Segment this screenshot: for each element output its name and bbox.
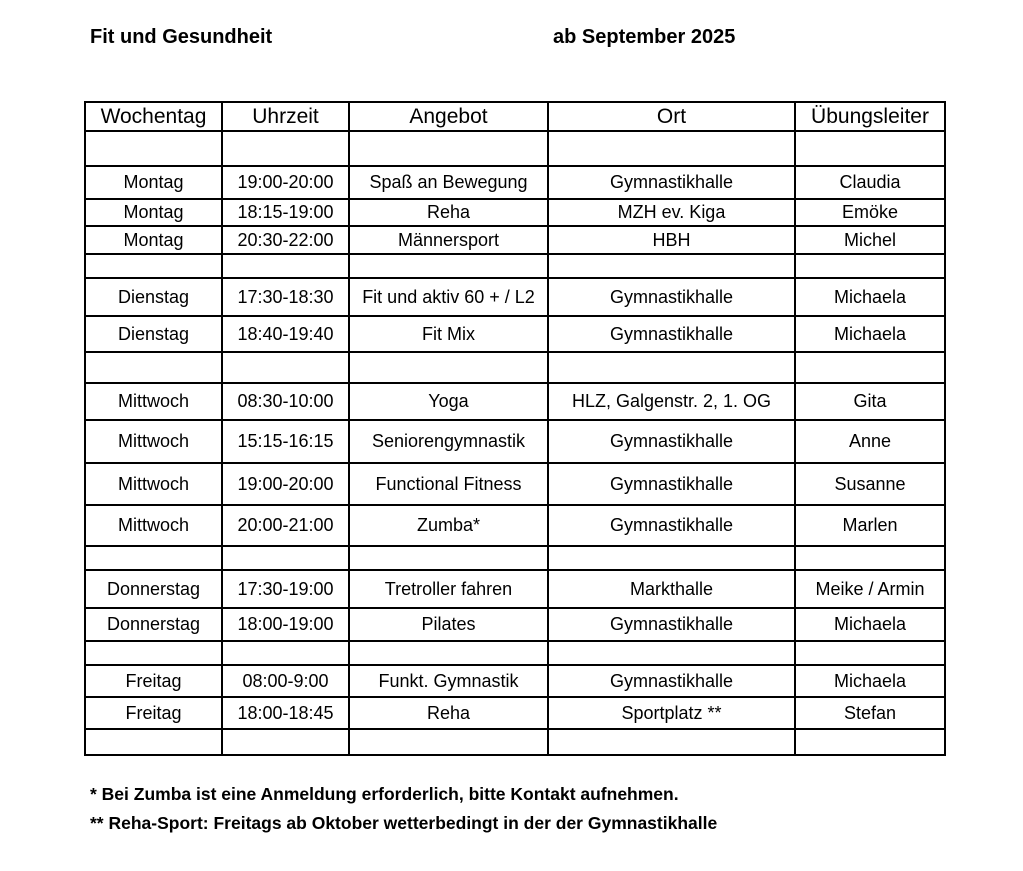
column-header-instructor: Übungsleiter xyxy=(795,102,945,131)
cell-leader xyxy=(795,352,945,383)
cell-leader: Emöke xyxy=(795,199,945,226)
cell-time: 20:30-22:00 xyxy=(222,226,349,254)
table-row xyxy=(85,546,945,570)
cell-offer: Männersport xyxy=(349,226,548,254)
cell-place: HLZ, Galgenstr. 2, 1. OG xyxy=(548,383,795,420)
cell-day xyxy=(85,254,222,278)
table-row xyxy=(85,383,945,420)
cell-offer: Zumba* xyxy=(349,505,548,546)
cell-place: Sportplatz ** xyxy=(548,697,795,729)
table-row xyxy=(85,254,945,278)
cell-offer: Funkt. Gymnastik xyxy=(349,665,548,697)
cell-leader: Michaela xyxy=(795,278,945,316)
column-header-weekday: Wochentag xyxy=(85,102,222,131)
cell-time: 18:00-18:45 xyxy=(222,697,349,729)
cell-leader xyxy=(795,254,945,278)
cell-offer: Reha xyxy=(349,697,548,729)
cell-place xyxy=(548,729,795,755)
cell-time xyxy=(222,546,349,570)
cell-day: Montag xyxy=(85,199,222,226)
cell-time xyxy=(222,352,349,383)
column-header-location: Ort xyxy=(548,102,795,131)
cell-leader: Claudia xyxy=(795,166,945,199)
cell-day xyxy=(85,641,222,665)
footnote-zumba: * Bei Zumba ist eine Anmeldung erforderlich, bitte Kontakt aufnehmen. xyxy=(90,784,679,804)
cell-place: Gymnastikhalle xyxy=(548,608,795,641)
table-row xyxy=(85,131,945,166)
cell-leader xyxy=(795,131,945,166)
cell-time xyxy=(222,729,349,755)
table-row xyxy=(85,729,945,755)
cell-leader xyxy=(795,546,945,570)
footnotes xyxy=(90,780,717,838)
cell-time: 20:00-21:00 xyxy=(222,505,349,546)
table-row xyxy=(85,608,945,641)
cell-leader: Anne xyxy=(795,420,945,463)
cell-offer xyxy=(349,131,548,166)
table-header-row xyxy=(85,102,945,131)
cell-day xyxy=(85,546,222,570)
cell-time: 18:40-19:40 xyxy=(222,316,349,352)
cell-time: 19:00-20:00 xyxy=(222,463,349,505)
cell-time: 08:30-10:00 xyxy=(222,383,349,420)
cell-day: Mittwoch xyxy=(85,383,222,420)
cell-place: Gymnastikhalle xyxy=(548,166,795,199)
cell-offer: Seniorengymnastik xyxy=(349,420,548,463)
cell-place: Gymnastikhalle xyxy=(548,665,795,697)
cell-offer xyxy=(349,352,548,383)
cell-day: Freitag xyxy=(85,697,222,729)
cell-place xyxy=(548,254,795,278)
cell-leader: Michaela xyxy=(795,316,945,352)
table-row xyxy=(85,199,945,226)
cell-time: 17:30-19:00 xyxy=(222,570,349,608)
cell-leader: Michaela xyxy=(795,608,945,641)
footnote-reha: ** Reha-Sport: Freitags ab Oktober wetterbedingt in der der Gymnastikhalle xyxy=(90,813,718,833)
cell-time xyxy=(222,641,349,665)
cell-day: Mittwoch xyxy=(85,420,222,463)
page-title: Fit und Gesundheit xyxy=(90,26,273,48)
cell-offer: Tretroller fahren xyxy=(349,570,548,608)
cell-time: 15:15-16:15 xyxy=(222,420,349,463)
cell-place: Markthalle xyxy=(548,570,795,608)
cell-time: 08:00-9:00 xyxy=(222,665,349,697)
cell-day: Donnerstag xyxy=(85,608,222,641)
cell-leader: Marlen xyxy=(795,505,945,546)
cell-day: Dienstag xyxy=(85,316,222,352)
table-row xyxy=(85,166,945,199)
cell-offer: Pilates xyxy=(349,608,548,641)
cell-time: 18:15-19:00 xyxy=(222,199,349,226)
cell-day: Dienstag xyxy=(85,278,222,316)
cell-place: Gymnastikhalle xyxy=(548,420,795,463)
cell-day xyxy=(85,729,222,755)
cell-place: Gymnastikhalle xyxy=(548,505,795,546)
table-row xyxy=(85,226,945,254)
cell-place: Gymnastikhalle xyxy=(548,316,795,352)
cell-day: Mittwoch xyxy=(85,463,222,505)
cell-day: Montag xyxy=(85,166,222,199)
cell-time xyxy=(222,254,349,278)
cell-place: HBH xyxy=(548,226,795,254)
cell-offer xyxy=(349,254,548,278)
cell-offer xyxy=(349,546,548,570)
table-row xyxy=(85,278,945,316)
table-row xyxy=(85,420,945,463)
cell-day: Freitag xyxy=(85,665,222,697)
cell-leader: Meike / Armin xyxy=(795,570,945,608)
table-row xyxy=(85,665,945,697)
schedule-start-date: ab September 2025 xyxy=(553,26,736,48)
cell-day: Montag xyxy=(85,226,222,254)
cell-day xyxy=(85,352,222,383)
table-row xyxy=(85,570,945,608)
cell-time: 19:00-20:00 xyxy=(222,166,349,199)
cell-offer: Spaß an Bewegung xyxy=(349,166,548,199)
cell-leader: Susanne xyxy=(795,463,945,505)
cell-place xyxy=(548,641,795,665)
cell-place xyxy=(548,352,795,383)
cell-time: 17:30-18:30 xyxy=(222,278,349,316)
cell-day: Donnerstag xyxy=(85,570,222,608)
table-row xyxy=(85,505,945,546)
cell-offer: Yoga xyxy=(349,383,548,420)
cell-offer: Functional Fitness xyxy=(349,463,548,505)
cell-leader: Michel xyxy=(795,226,945,254)
cell-leader xyxy=(795,729,945,755)
cell-place: Gymnastikhalle xyxy=(548,278,795,316)
table-row xyxy=(85,697,945,729)
cell-leader: Gita xyxy=(795,383,945,420)
cell-offer: Reha xyxy=(349,199,548,226)
cell-time: 18:00-19:00 xyxy=(222,608,349,641)
table-row xyxy=(85,463,945,505)
cell-place xyxy=(548,131,795,166)
column-header-time: Uhrzeit xyxy=(222,102,349,131)
cell-offer: Fit Mix xyxy=(349,316,548,352)
cell-place: MZH ev. Kiga xyxy=(548,199,795,226)
table-row xyxy=(85,352,945,383)
cell-offer: Fit und aktiv 60 + / L2 xyxy=(349,278,548,316)
cell-day: Mittwoch xyxy=(85,505,222,546)
cell-leader: Stefan xyxy=(795,697,945,729)
cell-day xyxy=(85,131,222,166)
schedule-table xyxy=(84,101,946,756)
cell-leader xyxy=(795,641,945,665)
column-header-offer: Angebot xyxy=(349,102,548,131)
cell-offer xyxy=(349,641,548,665)
cell-time xyxy=(222,131,349,166)
cell-leader: Michaela xyxy=(795,665,945,697)
table-row xyxy=(85,641,945,665)
cell-offer xyxy=(349,729,548,755)
cell-place: Gymnastikhalle xyxy=(548,463,795,505)
cell-place xyxy=(548,546,795,570)
table-row xyxy=(85,316,945,352)
